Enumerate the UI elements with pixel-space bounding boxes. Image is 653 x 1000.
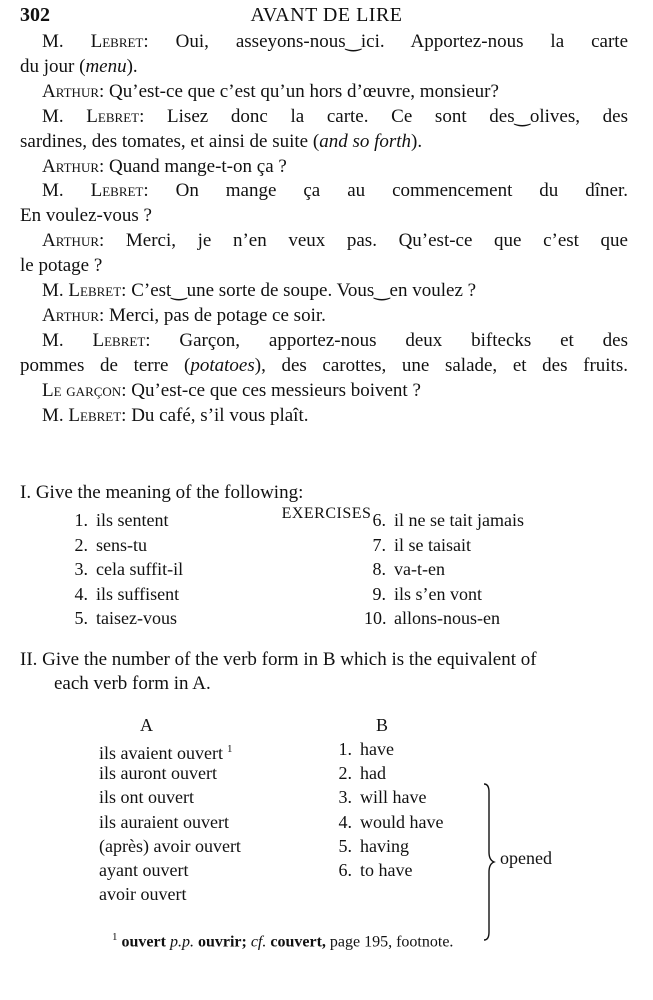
item-text: have (360, 739, 394, 759)
item-text: ils s’en vont (394, 583, 482, 604)
verb-form-b (330, 810, 443, 834)
dialogue-line (42, 30, 628, 54)
brace-label: opened (500, 848, 552, 868)
item-number: 2. (74, 534, 88, 555)
line-text: ), des carottes, une salade, et des fruits. (254, 354, 628, 376)
line-text: Garçon, apportez-nous deux biftecks et des (150, 329, 628, 351)
line-text: On mange ça au commencement du dîner. (148, 180, 629, 202)
list-item (66, 557, 183, 581)
item-text: il se taisait (394, 534, 471, 555)
line-text: Du café, s’il vous plaît. (126, 404, 309, 426)
line-text: ). (411, 130, 423, 152)
item-number: 10. (364, 608, 387, 628)
line-text: du jour ( (20, 55, 86, 77)
exercise-2-instruction-cont: each verb form in A. (54, 673, 211, 694)
dialogue-line (42, 80, 628, 104)
item-number: 2. (338, 763, 352, 784)
speaker-name: M. Lebret: (42, 180, 149, 202)
verb-form-a (99, 761, 217, 785)
item-text: il ne se tait jamais (394, 510, 524, 530)
item-number: 3. (74, 559, 88, 579)
verb-form-b (330, 761, 386, 785)
item-number: 4. (338, 811, 352, 832)
dialogue-line (42, 105, 628, 129)
dialogue-line (42, 279, 628, 303)
line-text: le potage ? (20, 255, 103, 277)
italic-gloss: menu (85, 55, 127, 77)
verb-form-b (330, 834, 409, 858)
list-item (66, 533, 147, 557)
item-number: 1. (74, 510, 88, 530)
italic-gloss: and so forth (319, 130, 412, 152)
list-item (364, 606, 500, 630)
column-b-header: B (376, 715, 389, 735)
exercise-2-instruction: II. Give the number of the verb form in B which is the equivalent of (20, 649, 537, 670)
verb-form-b (330, 858, 412, 882)
list-item (364, 582, 482, 606)
verb-text: ils auront ouvert (99, 763, 217, 784)
verb-text: ils auraient ouvert (99, 811, 229, 832)
speaker-name: Arthur: (42, 155, 105, 177)
list-item (364, 533, 471, 557)
verb-text: ayant ouvert (99, 860, 189, 880)
speaker-name: M. Lebret: (42, 105, 145, 127)
verb-text: avoir ouvert (99, 884, 187, 905)
dialogue-line (42, 304, 628, 328)
speaker-name: Le garçon: (42, 379, 127, 401)
item-text: allons-nous-en (394, 608, 500, 628)
line-text: sardines, des tomates, et ainsi de suite ( (20, 130, 320, 152)
list-item (364, 508, 524, 532)
list-item (364, 557, 445, 581)
speaker-name: M. Lebret: (42, 280, 127, 301)
verb-form-a (99, 882, 186, 906)
item-text: had (360, 763, 386, 784)
item-number: 5. (338, 835, 352, 856)
verb-form-a (99, 834, 241, 858)
dialogue-line (20, 354, 628, 378)
item-text: va-t-en (394, 559, 445, 579)
italic-gloss: potatoes (190, 354, 255, 376)
item-text: will have (360, 787, 427, 808)
line-text: Qu’est-ce que c’est qu’un hors d’œuvre, monsieur? (104, 80, 499, 102)
verb-text: (après) avoir ouvert (99, 835, 241, 856)
list-item (66, 508, 169, 532)
exercise-1-instruction: I. Give the meaning of the following: (20, 482, 304, 503)
list-item (66, 582, 179, 606)
line-text: ). (126, 55, 138, 77)
dialogue-line (42, 329, 628, 353)
item-number: 4. (74, 583, 88, 604)
line-text: Oui, asseyons-nous‿ici. Apportez-nous la carte (148, 31, 629, 52)
item-text: ils sentent (96, 510, 169, 530)
item-number: 7. (372, 534, 386, 555)
item-text: cela suffit-il (96, 559, 184, 579)
item-number: 8. (372, 559, 386, 579)
running-title: AVANT DE LIRE (250, 4, 403, 26)
speaker-name: M. Lebret: (42, 31, 149, 52)
brace-icon (482, 782, 496, 942)
dialogue-line (20, 254, 628, 278)
verb-form-a (99, 810, 229, 834)
list-item (66, 606, 177, 630)
item-number: 3. (338, 787, 352, 808)
item-number: 1. (338, 739, 352, 759)
line-text: Merci, pas de potage ce soir. (104, 304, 326, 326)
line-text: En voulez-vous ? (20, 205, 152, 227)
item-number: 6. (372, 510, 386, 530)
line-text: Qu’est-ce que ces messieurs boivent ? (126, 379, 421, 401)
speaker-name: M. Lebret: (42, 404, 127, 426)
line-text: Merci, je n’en veux pas. Qu’est-ce que c’est que (104, 230, 628, 252)
item-text: taisez-vous (96, 608, 177, 628)
verb-text: ils ont ouvert (99, 787, 194, 808)
item-number: 5. (74, 608, 88, 628)
line-text: pommes de terre ( (20, 354, 191, 376)
item-text: to have (360, 860, 413, 880)
verb-form-a (99, 785, 194, 809)
item-text: ils suffisent (96, 583, 180, 604)
dialogue-line (42, 229, 628, 253)
verb-text: ils avaient ouvert (99, 743, 223, 763)
dialogue-line (42, 155, 628, 179)
exercises-heading: EXERCISES (281, 505, 372, 522)
item-text: would have (360, 811, 444, 832)
verb-form-b (330, 737, 394, 761)
line-text: Lisez donc la carte. Ce sont des‿olives, des (144, 105, 628, 127)
column-a-header: A (140, 715, 153, 735)
dialogue-line (20, 130, 628, 154)
verb-form-a (99, 858, 188, 882)
verb-form-b (330, 785, 426, 809)
item-number: 9. (372, 583, 386, 604)
speaker-name: M. Lebret: (42, 329, 151, 351)
dialogue-line (20, 204, 628, 228)
speaker-name: Arthur: (42, 80, 105, 102)
dialogue-line (42, 179, 628, 203)
page-number: 302 (20, 4, 50, 26)
dialogue-line (42, 404, 628, 428)
dialogue-line (20, 55, 628, 79)
speaker-name: Arthur: (42, 304, 105, 326)
footnote-mark: 1 (226, 743, 233, 755)
line-text: C’est‿une sorte de soupe. Vous‿en voulez ? (126, 280, 477, 301)
speaker-name: Arthur: (42, 230, 105, 252)
item-text: sens-tu (96, 534, 147, 555)
item-text: having (360, 835, 409, 856)
line-text: Quand mange-t-on ça ? (104, 155, 287, 177)
dialogue-line (42, 379, 628, 403)
footnote: $^1$ ouvert p.p. ouvrir; cf. couvert, page 195, footnote. (112, 931, 454, 951)
item-number: 6. (338, 860, 352, 880)
